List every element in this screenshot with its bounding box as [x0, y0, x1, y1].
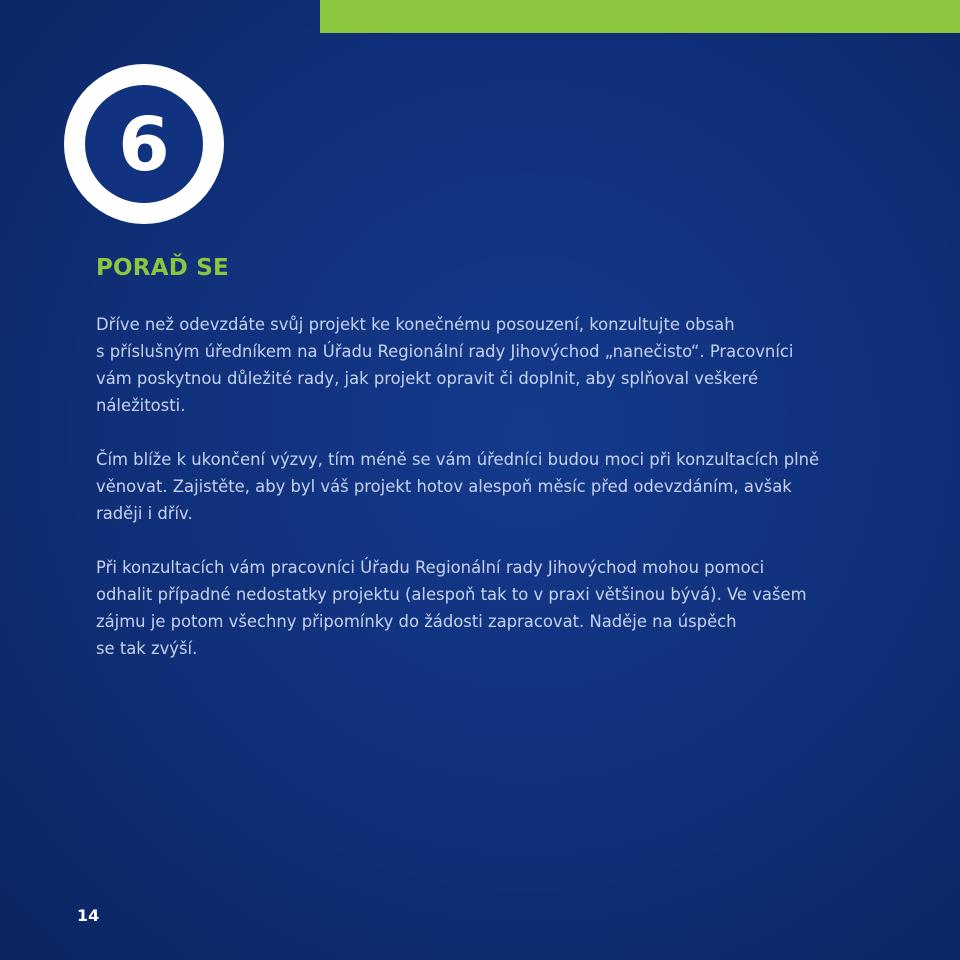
step-number-badge-inner — [85, 85, 203, 203]
paragraph-line: Čím blíže k ukončení výzvy, tím méně se vám úředníci budou moci při konzultacích plně — [96, 450, 820, 469]
paragraph-3 — [96, 554, 896, 662]
paragraph-line: zájmu je potom všechny připomínky do žádosti zapracovat. Naděje na úspěch — [96, 612, 737, 631]
paragraph-line: raději i dřív. — [96, 504, 193, 523]
body-text — [96, 311, 896, 662]
top-accent-bar — [320, 0, 960, 33]
page-number: 14 — [77, 906, 100, 925]
paragraph-line: se tak zvýší. — [96, 639, 198, 658]
paragraph-line: vám poskytnou důležité rady, jak projekt opravit či doplnit, aby splňoval veškeré — [96, 369, 759, 388]
paragraph-line: Dříve než odevzdáte svůj projekt ke konečnému posouzení, konzultujte obsah — [96, 315, 735, 334]
paragraph-line: odhalit případné nedostatky projektu (alespoň tak to v praxi většinou bývá). Ve vašem — [96, 585, 807, 604]
step-number: 6 — [118, 102, 170, 188]
paragraph-line: Při konzultacích vám pracovníci Úřadu Regionální rady Jihovýchod mohou pomoci — [96, 558, 765, 577]
paragraph-1 — [96, 311, 896, 419]
paragraph-line: s příslušným úředníkem na Úřadu Regionální rady Jihovýchod „nanečisto“. Pracovníci — [96, 342, 794, 361]
section-heading: PORAĎ SE — [96, 255, 229, 281]
paragraph-line: náležitosti. — [96, 396, 186, 415]
step-number-badge — [64, 64, 224, 224]
paragraph-line: věnovat. Zajistěte, aby byl váš projekt hotov alespoň měsíc před odevzdáním, avšak — [96, 477, 792, 496]
paragraph-2 — [96, 446, 896, 527]
